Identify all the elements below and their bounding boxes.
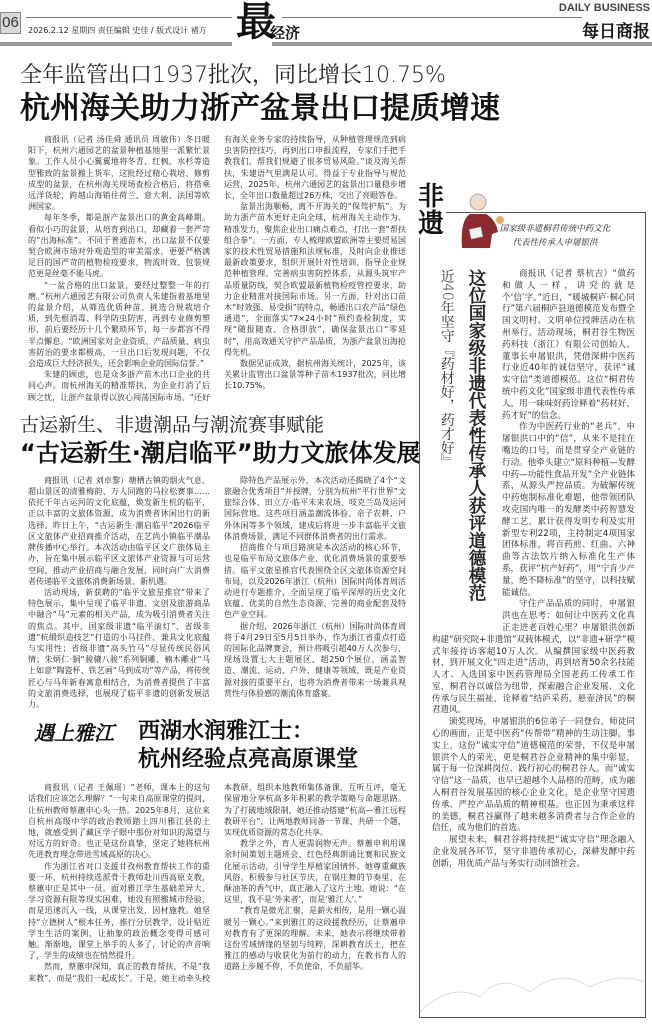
paragraph: 除特色产品展示外，本次活动还揭晓了4个“文旅融合优秀项目”并授牌，分别为杭州“平行世界”文旅综合体、田立方·临平未来农场、吱克兰岛及运河国际营地。这些项目涵盖潮流体验、亲子农耕、户外休闲等多个领域，建成后将进一步丰富临平文旅体消费场景，满足不同群体消费者的出行需求。	[224, 475, 406, 541]
article1-subtitle: 全年监管出口1937批次，同比增长10.75%	[20, 63, 446, 88]
dateline: 2026.2.12 星期四 责任编辑 史佳 / 版式设计 褚方	[28, 26, 207, 35]
paragraph: 展望未来，桐君谷将持续把“诚实守信”理念融入企业发展各环节，坚守非遗传承初心，深耕发酵中药创新，用优质产品与务实行动回馈社会。	[432, 835, 635, 869]
brand-name: 每日商报	[582, 22, 650, 42]
paragraph: 商报讯（记者 汤佳舜 通讯员 周敏伟）冬日暖阳下，杭州六通园艺的盆景种植基地里一派繁忙景象。工作人员小心翼翼地将冬青、红枫、水杉等造型雅致的盆景搬上货车，这批经过精心栽培、修剪成型的盆景，在杭州海关现场查检合格后，将搭乘远洋货轮，跨越山海销往荷兰、意大利、法国等欧洲国家。	[28, 135, 210, 212]
paragraph: 每年冬季，都是浙产盆景出口的黄金高峰期。看似小巧的盆景，从培育到出口，却藏着一套严苛的“出海标准”。不同于普通苗木，出口盆景不仅要契合欧洲市场对外观造型的审美需求，更要严格满足目的国严苛的植物检疫要求，物流时效、包装规范更是丝毫不能马虎。	[28, 213, 210, 279]
column-logo-feiyi: 非遗	[417, 182, 444, 239]
article1-body	[28, 134, 406, 403]
article3-title	[138, 718, 358, 774]
paragraph: 商报讯（记者 蔡杭吉）“做药和做人一样，讲究的就是个‘信’字。”近日，“暖城桐庐·桐心同行”第六届桐庐县道德模范发布暨全国文明村、文明单位授牌活动在杭州举行。活动现场，桐君谷生物医药科技（浙江）有限公司创始人、董事长申屠银洪，凭借深耕中医药行业近40年的诚信坚守，获评“诚实守信”类道德模范。这位“桐君传统中药文化”国家级非遗代表性传承人，用一味味好药诠释着“药材好，药才好”的信念。	[502, 269, 635, 421]
section-name: 经济	[270, 24, 301, 42]
paragraph: 商报讯（记者 刘卓黎）塘栖古镇的烟火气息、超山景区的清雅梅韵、万人同跑的马拉松赛事……依托千年古运河的文化底蕴，焕发新生机的临平，正以丰富的文旅体资源，成为消费者休闲出行的新选择。昨日上午，“古运新生·潮启临平”2026临平区文旅体产业招商推介活动，在艺尚小镇临平潮品牌传播中心举行。本次活动由临平区文广旅体局主办，旨在集中展示临平区文旅体产业资源与可运营空间，推动产业招商与融合发展，同时向广大消费者传递临平文旅体消费新场景、新机遇。	[28, 475, 210, 586]
page-number: 06	[0, 12, 21, 34]
article2-subtitle: 古运新生、非遗潮品与潮流赛事赋能	[20, 413, 325, 436]
paragraph: “教育是微光汇聚，是薪火相传，是用一颗心温暖另一颗心。”来到雅江的这段援教经历，让蔡蕙申对教育有了更深的理解。未来，她表示将继续带着这份雪域情缘的坚韧与纯粹，深耕教育沃土，把在雅江的感动与收获化为前行的动力，在教书育人的道路上步履不停，不负使命，不负韶华。	[224, 906, 406, 972]
paragraph: 招商推介与项目路演是本次活动的核心环节，也是临平布局文旅体产业、优化消费场景的重要举措。临平文旅星推官代表围绕全区文旅体资源空间布局，以及2026年浙江（杭州）国际时尚体育周活动进行专题推介，全面呈现了临平深厚的历史文化底蕴、优美的自然生态资源、完善的商业配套及特色产业空间。	[224, 543, 406, 620]
paragraph: “一盆合格的出口盆景，要经过整整一年的打磨。”杭州六通园艺有限公司负责人朱建指着基地里的盆景介绍，从筛选优质种苗、挑选合规栽培介质，到先根消毒、科学防虫防害，再到专业修剪塑形，前后要经历十几个繁琐环节，每一步都容不得半点懈怠。“欧洲国家对企业资质、产品质量、病虫害防治的要求都极高，一旦出口后发现问题，不仅会造成巨大经济损失，还会影响企业的国际信誉。”	[28, 280, 210, 369]
header-bar	[0, 42, 232, 46]
paragraph: 作为浙江省对口支援甘孜州教育帮扶工作的重要一环，杭州持续选派骨干教师赴川西高原支教，蔡蕙申正是其中一员。面对雅江学生基础差异大、学习资源有限等现实困难，她没有照搬城市经验，而是迅速沉入一线，从课堂出发，因材施教。她坚持“立德树人”根本任务，推行分层教学，设计贴近学生生活的案例，让抽象的政治概念变得可感可触。渐渐地，课堂上举手的人多了，讨论的声音响了，学生的成绩也在悄然提升。	[28, 861, 210, 961]
article4-body	[420, 213, 645, 885]
article4-title: 这位国家级非遗代表性传承人获评道德模范	[466, 269, 486, 602]
brand-english: DAILY BUSINESS	[558, 2, 650, 14]
header-rule	[26, 17, 232, 18]
article4-subtitle: 近40年坚守『药材好，药才好』	[438, 269, 455, 469]
section-logo: 最	[236, 0, 276, 45]
portrait-caption	[470, 222, 640, 250]
article3-body	[28, 782, 406, 984]
article3-title-line2: 杭州经验点亮高原课堂	[138, 747, 359, 773]
paragraph: 教学之外，育人更需润物无声。蔡蕙申利用课余时间策划主题班会、红色经典朗诵比赛和民族文化展示活动，引导学生厚植家国情怀。她尊重藏族风俗，积极参与社区节庆，在锅庄舞的节奏里、在酥油茶的香气中，真正融入了这片土地。她说：“在这里，我不是‘外来者’，而是‘雅江人’。”	[224, 839, 406, 905]
article1-title: 杭州海关助力浙产盆景出口提质增速	[20, 91, 500, 126]
paragraph: 据介绍，2026年浙江（杭州）国际时尚体育周将于4月29日至5月5日举办，作为浙江省重点打造的国际化品牌赛会，预计将吸引超40万人次参与，现场设置七大主题展区、超250个展位，涵盖智造、潮流、运动、户外、健康等领域，既是产业资源对接的重要平台，也将为消费者带来一场兼具观赏性与体验感的潮流体育盛宴。	[224, 621, 406, 698]
article4-vertical-titles	[432, 269, 502, 624]
landscape-sketch	[420, 957, 644, 1017]
article2-title: “古运新生·潮启临平”助力文旅体发展	[20, 438, 421, 467]
paragraph: 然而，蔡蕙申深知，真正的教育帮扶，不是“我来教”，而是“我们一起成长”。于是，她主动牵头校本教研，组织本地教师集体备课、互听互评，毫无保留地分享杭高多年积累的教学策略与命题思路。为了打破地域限制，她还推动搭建“杭高—雅江远程教研平台”，让两地教师同备一节课、共研一个题，实现优质资源的常态化共享。	[28, 783, 406, 983]
paragraph: 守住产品品质的同时，申屠银洪也在思考：如何让中医药文化真正走进老百姓心里？申屠银洪创新构建“研究院+非遗馆”双载体模式，以“非遗+研学”模式年接待访客超10万人次。从编撰国家级中医药教材，到开展文化“四走进”活动，再到培育50余名技能人才、入选国家中医药管理局全国老药工传承工作室，桐君谷以诚信为纽带，探索融合企业发展、文化传承与民生福祉，诠释着“结庐采药，悬壶济民”的桐君遗风。	[432, 599, 635, 716]
article2-body	[28, 475, 406, 710]
paragraph: 作为中医药行业的“老兵”，申屠银洪口中的“信”，从来不是挂在嘴边的口号，而是贯穿全产业链的行动。他牵头建立“原料种植—发酵中药—功能性食品开发”全产业链体系，从源头严控品质。为破解传统中药炮制标准化难题，他带领团队攻克国内唯一的发酵类中药智慧发酵工艺，累计获得发明专利及实用新型专利22项，主持制定4项国家团体标准，将百药煎、红曲、六神曲等古法饮片纳入标准化生产体系，获评“杭产好药”，用“宁肯少产量，绝不降标准”的坚守，以科技赋能诚信。	[502, 422, 635, 598]
paragraph: 商报讯（记者 王佩瑶）“老师，课本上的这句话我们应该怎么理解？”一句来自高原课堂的提问，让杭州教师蔡蕙申心头一热。2025年8月，这位来自杭州高级中学的政治教师踏上四川雅江县的土地，就感受到了藏区学子眼中那份对知识的渴望与对远方的好奇。也正是这份真挚，坚定了她将杭州先进教育理念带进雪域高原的决心。	[28, 783, 210, 860]
paragraph: 数据见证成效，据杭州海关统计，2025年，该关累计监管出口盆景等种子苗木1937批次，同比增长10.75%。	[224, 359, 406, 391]
article4-box	[419, 212, 646, 1018]
paragraph: 活动现场，新获聘的“临平文旅星推官”带来了特色展示，集中呈现了临平非遗、文创及旅游商品中融合“马”元素的相关产品，成为吸引消费者关注的焦点。其中，国家级非遗“临平滚灯”、省级非遗“杭缎织造技艺”打造的小马挂件，兼具文化底蕴与实用性；省级非遗“高头竹马”尽显传统民俗风情；朱炳仁·铜“骏骧八骏”系列铜雕、楠木雕业“马上如意”陶瓷杯、铁艺画“马到成功”等产品，将传统匠心与马年新春寓意相结合，为消费者提供了丰富的文旅消费选择，也展现了临平非遗的创新发展活力。	[28, 587, 210, 709]
article3-header	[20, 718, 410, 776]
paragraph: 颁奖现场，申屠银洪的6位弟子一同登台，师徒同心的画面，正是中医药“传帮带”精神的生动注脚。事实上，这份“诚实守信”道德模范的荣誉，不仅是申屠银洪个人的荣光，更是桐君谷企业精神的集中彰显，属于每一位深耕岗位、践行初心的桐君谷人。而“诚实守信”这一品质，也早已超越个人品格的范畴，成为融入桐君谷发展基因的核心企业文化，是企业坚守国遗传承、严控产品品质的精神根基。也正因为秉承这样的美德，桐君谷赢得了越来越多消费者与合作企业的信任，成为他们的首选。	[432, 717, 635, 834]
caption-line: 代表性传承人申屠银洪	[512, 238, 598, 248]
caption-line: 国家级非遗桐君传统中药文化	[499, 224, 611, 234]
article3-title-line1: 西湖水润雅江士：	[138, 719, 315, 745]
header-rule	[282, 17, 582, 18]
column-logo-yashang-yajiang: 遇上雅江	[34, 721, 114, 746]
paragraph: 盆景出海顺畅，离不开海关的“保驾护航”。为助力浙产苗木更好走向全球，杭州海关主动作为、精准发力，聚焦企业出口痛点难点，打出一套“帮扶组合拳”。一方面，专人梳理欧盟欧洲等主要贸易国家的技术性贸易措施和法规标准，及时向企业推送最新政策要求，组织开展针对性培训，指导企业规范种植管理、完善病虫害防控体系，从源头筑牢产品质量防线，契合欧盟最新植物检疫管控要求，助力企业精准对接国际市场。另一方面，针对出口苗木“时效强、易受损”的特点，畅通出口农产品“绿色通道”，全面落实“7×24小时”预约查检制度，实现“随报随查、合格即放”，确保盆景出口“零延时”，用高效通关守护产品品质，为浙产盆景出海抢得先机。	[224, 202, 406, 357]
header-bar	[272, 42, 652, 46]
paragraph: 朱建的顾虑，也是众多浙产苗木出口企业的共同心声。而杭州海关的精准帮扶，为企业打消了后顾之忧，让浙产盆景得以放心闯荡国际市场。“还好有海关业务专家的持续指导，从种植管理规范到病虫害防控技巧，再到出口申报流程，专家们手把手教我们，帮我们规避了很多贸易风险。”谈及海关帮扶，朱建语气里满是认可。得益于专业指导与规范运营，2025年，杭州六通园艺的盆景出口量稳步增长，全年出口数量超过26万株，交出了亮眼答卷。	[28, 135, 406, 402]
